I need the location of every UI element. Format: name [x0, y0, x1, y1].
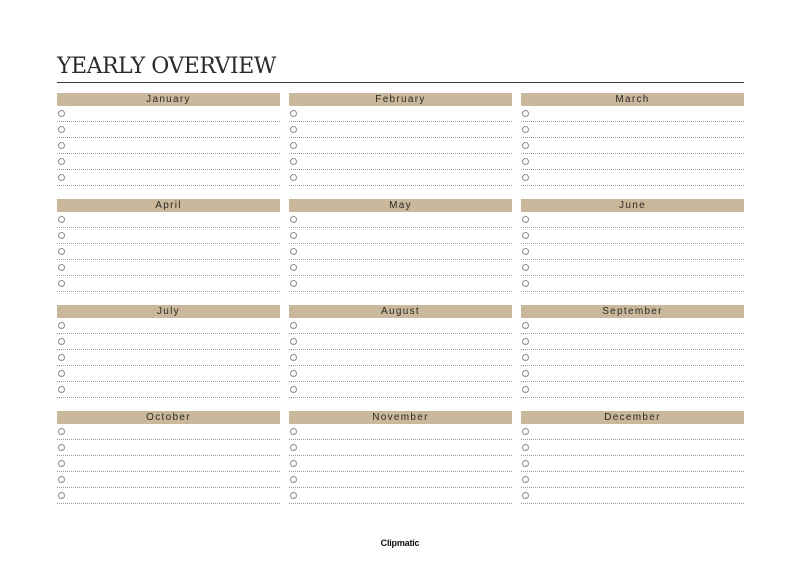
checkbox-circle-icon[interactable] [58, 216, 65, 223]
checkbox-circle-icon[interactable] [290, 370, 297, 377]
month-header: May [289, 199, 512, 212]
task-line[interactable] [289, 212, 512, 228]
checkbox-circle-icon[interactable] [290, 444, 297, 451]
month-header: October [57, 411, 280, 424]
month-block [521, 411, 744, 498]
checkbox-circle-icon[interactable] [58, 232, 65, 239]
checkbox-circle-icon[interactable] [522, 216, 529, 223]
task-line[interactable] [521, 276, 744, 292]
checkbox-circle-icon[interactable] [522, 110, 529, 117]
checkbox-circle-icon[interactable] [58, 280, 65, 287]
task-line[interactable] [289, 106, 512, 122]
checkbox-circle-icon[interactable] [58, 248, 65, 255]
task-line[interactable] [57, 382, 280, 398]
checkbox-circle-icon[interactable] [290, 142, 297, 149]
month-header: November [289, 411, 512, 424]
checkbox-circle-icon[interactable] [522, 370, 529, 377]
task-line[interactable] [521, 472, 744, 488]
checkbox-circle-icon[interactable] [290, 158, 297, 165]
task-line[interactable] [521, 440, 744, 456]
checkbox-circle-icon[interactable] [58, 492, 65, 499]
month-header: December [521, 411, 744, 424]
checkbox-circle-icon[interactable] [58, 460, 65, 467]
task-line[interactable] [57, 122, 280, 138]
checkbox-circle-icon[interactable] [290, 248, 297, 255]
checkbox-circle-icon[interactable] [58, 264, 65, 271]
checkbox-circle-icon[interactable] [58, 354, 65, 361]
checkbox-circle-icon[interactable] [522, 444, 529, 451]
checkbox-circle-icon[interactable] [290, 264, 297, 271]
month-block [289, 305, 512, 392]
task-line[interactable] [57, 260, 280, 276]
task-line[interactable] [289, 260, 512, 276]
task-line[interactable] [57, 350, 280, 366]
task-line[interactable] [521, 122, 744, 138]
task-line[interactable] [57, 244, 280, 260]
checkbox-circle-icon[interactable] [522, 248, 529, 255]
checkbox-circle-icon[interactable] [522, 460, 529, 467]
checkbox-circle-icon[interactable] [290, 428, 297, 435]
task-line[interactable] [289, 228, 512, 244]
checkbox-circle-icon[interactable] [290, 232, 297, 239]
task-line[interactable] [289, 276, 512, 292]
task-line[interactable] [289, 440, 512, 456]
month-block [289, 411, 512, 498]
month-header: March [521, 93, 744, 106]
month-header: August [289, 305, 512, 318]
checkbox-circle-icon[interactable] [58, 444, 65, 451]
checkbox-circle-icon[interactable] [522, 158, 529, 165]
task-line[interactable] [289, 366, 512, 382]
task-line[interactable] [289, 170, 512, 186]
task-line[interactable] [521, 228, 744, 244]
checkbox-circle-icon[interactable] [290, 322, 297, 329]
task-line[interactable] [57, 456, 280, 472]
task-line[interactable] [521, 366, 744, 382]
task-line[interactable] [521, 318, 744, 334]
checkbox-circle-icon[interactable] [290, 126, 297, 133]
task-line[interactable] [521, 212, 744, 228]
task-line[interactable] [521, 334, 744, 350]
checkbox-circle-icon[interactable] [522, 428, 529, 435]
checkbox-circle-icon[interactable] [522, 492, 529, 499]
task-line[interactable] [521, 488, 744, 504]
checkbox-circle-icon[interactable] [58, 322, 65, 329]
task-line[interactable] [289, 424, 512, 440]
task-line[interactable] [521, 154, 744, 170]
task-line[interactable] [289, 138, 512, 154]
checkbox-circle-icon[interactable] [522, 476, 529, 483]
checkbox-circle-icon[interactable] [522, 338, 529, 345]
task-line[interactable] [57, 440, 280, 456]
checkbox-circle-icon[interactable] [58, 386, 65, 393]
checkbox-circle-icon[interactable] [58, 158, 65, 165]
checkbox-circle-icon[interactable] [290, 110, 297, 117]
task-line[interactable] [57, 170, 280, 186]
task-line[interactable] [57, 212, 280, 228]
month-header: April [57, 199, 280, 212]
task-line[interactable] [57, 138, 280, 154]
title-divider [57, 82, 744, 83]
checkbox-circle-icon[interactable] [290, 476, 297, 483]
checkbox-circle-icon[interactable] [522, 174, 529, 181]
task-line[interactable] [289, 122, 512, 138]
month-block [289, 93, 512, 180]
month-header: February [289, 93, 512, 106]
checkbox-circle-icon[interactable] [58, 142, 65, 149]
checkbox-circle-icon[interactable] [58, 338, 65, 345]
checkbox-circle-icon[interactable] [290, 338, 297, 345]
task-line[interactable] [57, 318, 280, 334]
task-line[interactable] [521, 424, 744, 440]
month-block [521, 305, 744, 392]
checkbox-circle-icon[interactable] [522, 280, 529, 287]
checkbox-circle-icon[interactable] [290, 280, 297, 287]
month-block [289, 199, 512, 286]
checkbox-circle-icon[interactable] [58, 174, 65, 181]
task-line[interactable] [289, 244, 512, 260]
task-line[interactable] [289, 334, 512, 350]
task-line[interactable] [521, 382, 744, 398]
checkbox-circle-icon[interactable] [522, 264, 529, 271]
task-line[interactable] [57, 366, 280, 382]
checkbox-circle-icon[interactable] [58, 126, 65, 133]
month-block [57, 199, 280, 286]
checkbox-circle-icon[interactable] [522, 322, 529, 329]
task-line[interactable] [57, 472, 280, 488]
month-header: June [521, 199, 744, 212]
month-block [57, 93, 280, 180]
checkbox-circle-icon[interactable] [290, 354, 297, 361]
task-line[interactable] [289, 154, 512, 170]
checkbox-circle-icon[interactable] [522, 142, 529, 149]
checkbox-circle-icon[interactable] [58, 428, 65, 435]
checkbox-circle-icon[interactable] [290, 386, 297, 393]
checkbox-circle-icon[interactable] [290, 174, 297, 181]
checkbox-circle-icon[interactable] [290, 216, 297, 223]
task-line[interactable] [57, 154, 280, 170]
task-line[interactable] [521, 106, 744, 122]
checkbox-circle-icon[interactable] [58, 110, 65, 117]
month-block [521, 93, 744, 180]
task-line[interactable] [57, 488, 280, 504]
task-line[interactable] [57, 276, 280, 292]
task-line[interactable] [289, 472, 512, 488]
month-header: January [57, 93, 280, 106]
month-block [521, 199, 744, 286]
checkbox-circle-icon[interactable] [58, 476, 65, 483]
task-line[interactable] [521, 350, 744, 366]
task-line[interactable] [289, 382, 512, 398]
month-header: July [57, 305, 280, 318]
checkbox-circle-icon[interactable] [58, 370, 65, 377]
month-block [57, 305, 280, 392]
task-line[interactable] [521, 170, 744, 186]
checkbox-circle-icon[interactable] [522, 232, 529, 239]
checkbox-circle-icon[interactable] [290, 460, 297, 467]
checkbox-circle-icon[interactable] [522, 386, 529, 393]
checkbox-circle-icon[interactable] [290, 492, 297, 499]
task-line[interactable] [57, 228, 280, 244]
checkbox-circle-icon[interactable] [522, 126, 529, 133]
task-line[interactable] [57, 106, 280, 122]
task-line[interactable] [57, 334, 280, 350]
task-line[interactable] [289, 318, 512, 334]
task-line[interactable] [521, 456, 744, 472]
task-line[interactable] [289, 488, 512, 504]
task-line[interactable] [521, 260, 744, 276]
month-header: September [521, 305, 744, 318]
checkbox-circle-icon[interactable] [522, 354, 529, 361]
task-line[interactable] [289, 456, 512, 472]
month-block [57, 411, 280, 498]
task-line[interactable] [57, 424, 280, 440]
task-line[interactable] [289, 350, 512, 366]
brand-logo: Clipmatic [380, 538, 420, 548]
page-title: YEARLY OVERVIEW [57, 54, 276, 79]
months-grid [57, 93, 744, 498]
task-line[interactable] [521, 244, 744, 260]
task-line[interactable] [521, 138, 744, 154]
